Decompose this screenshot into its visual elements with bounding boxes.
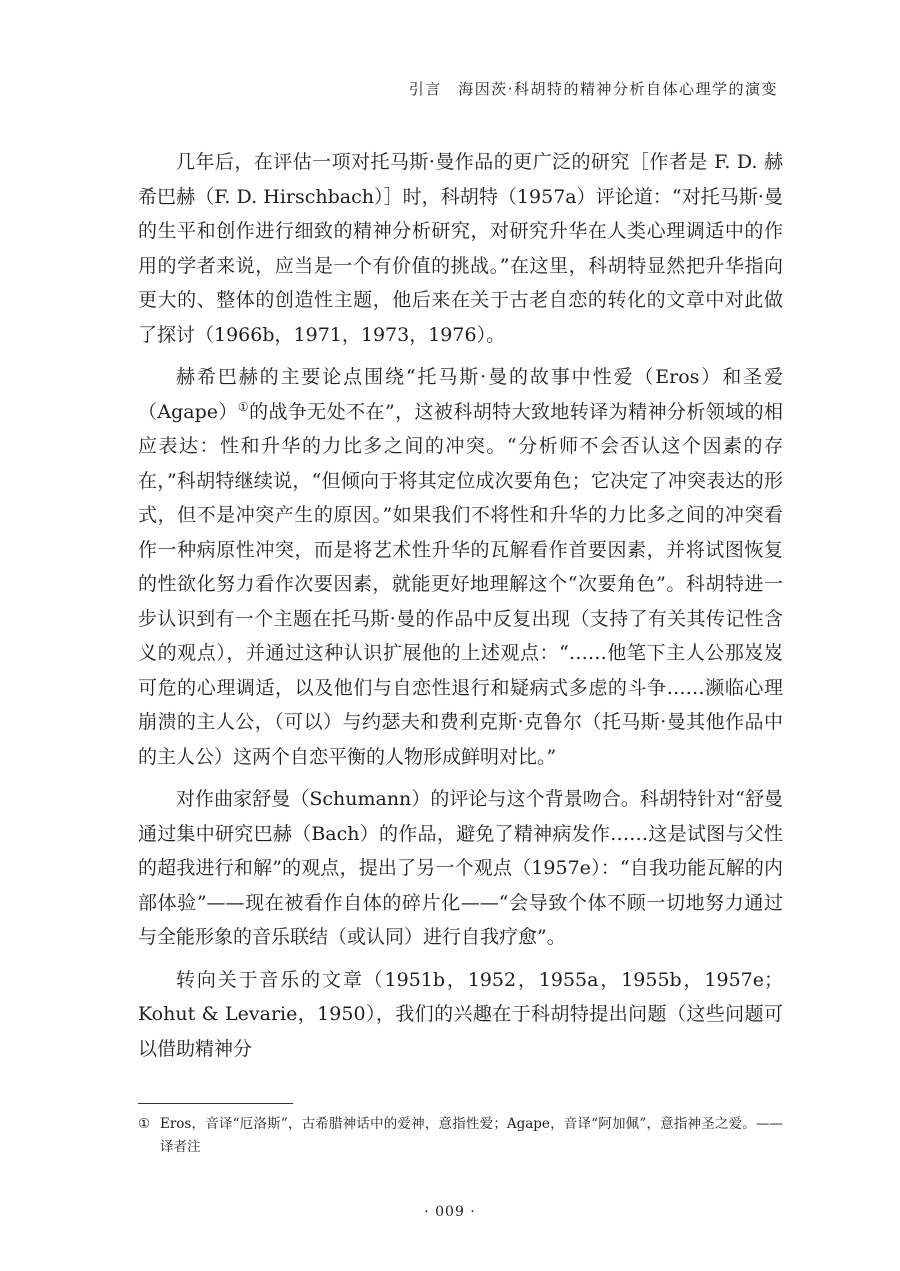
footnote-number: ① [138, 1116, 151, 1132]
page-number: · 009 · [424, 1204, 476, 1220]
paragraph: 对作曲家舒曼（Schumann）的评论与这个背景吻合。科胡特针对“舒曼通过集中研究巴赫（Bach）的作品，避免了精神病发作……这是试图与父性的超我进行和解”的观点，提出了另一个观点（1957e）：“自我功能瓦解的内部体验”——现在被看作自体的碎片化——“会导致个体不顾一切地努力通过与全能形象的音乐联结（或认同）进行自我疗愈”。 [138, 788, 783, 948]
paragraph [138, 360, 783, 774]
footnote-divider [138, 1103, 293, 1104]
footnote-text: Eros，音译“厄洛斯”，古希腊神话中的爱神，意指性爱；Agape，音译“阿加佩”，意指神圣之爱。——译者注 [160, 1116, 783, 1155]
footnote [138, 1113, 783, 1159]
paragraph: 转向关于音乐的文章（1951b，1952，1955a，1955b，1957e；Kohut & Levarie，1950），我们的兴趣在于科胡特提出问题（这些问题可以借助精神分 [138, 968, 783, 1060]
paragraph: 几年后，在评估一项对托马斯·曼作品的更广泛的研究［作者是 F. D. 赫希巴赫（F. D. Hirschbach）］时，科胡特（1957a）评论道：“对托马斯·曼的生平和创作进行细致的精神分析研究，对研究升华在人类心理调适中的作用的学者来说，应当是一个有价值的挑战。”在这里，科胡特显然把升华指向更大的、整体的创造性主题，他后来在关于古老自恋的转化的文章中对此做了探讨（1966b，1971，1973，1976）。 [138, 151, 783, 346]
paragraph-text: 的战争无处不在”，这被科胡特大致地转译为精神分析领域的相应表达：性和升华的力比多之间的冲突。“分析师不会否认这个因素的存在，”科胡特继续说，“但倾向于将其定位成次要角色；它决定了冲突表达的形式，但不是冲突产生的原因。”如果我们不将性和升华的力比多之间的冲突看作一种病原性冲突，而是将艺术性升华的瓦解看作首要因素，并将试图恢复的性欲化努力看作次要因素，就能更好地理解这个“次要角色”。科胡特进一步认识到有一个主题在托马斯·曼的作品中反复出现（支持了有关其传记性含义的观点），并通过这种认识扩展他的上述观点：“……他笔下主人公那岌岌可危的心理调适，以及他们与自恋性退行和疑病式多虑的斗争……濒临心理崩溃的主人公，（可以）与约瑟夫和费利克斯·克鲁尔（托马斯·曼其他作品中的主人公）这两个自恋平衡的人物形成鲜明对比。” [138, 400, 784, 768]
paragraph-text: 赫希巴赫的主要论点围绕“托马斯·曼的故事中性爱（Eros）和圣爱（Agape） [138, 366, 783, 423]
running-head: 引言 海因茨·科胡特的精神分析自体心理学的演变 [408, 80, 778, 98]
main-text [138, 145, 783, 1074]
footnote-reference[interactable]: ① [237, 399, 250, 414]
